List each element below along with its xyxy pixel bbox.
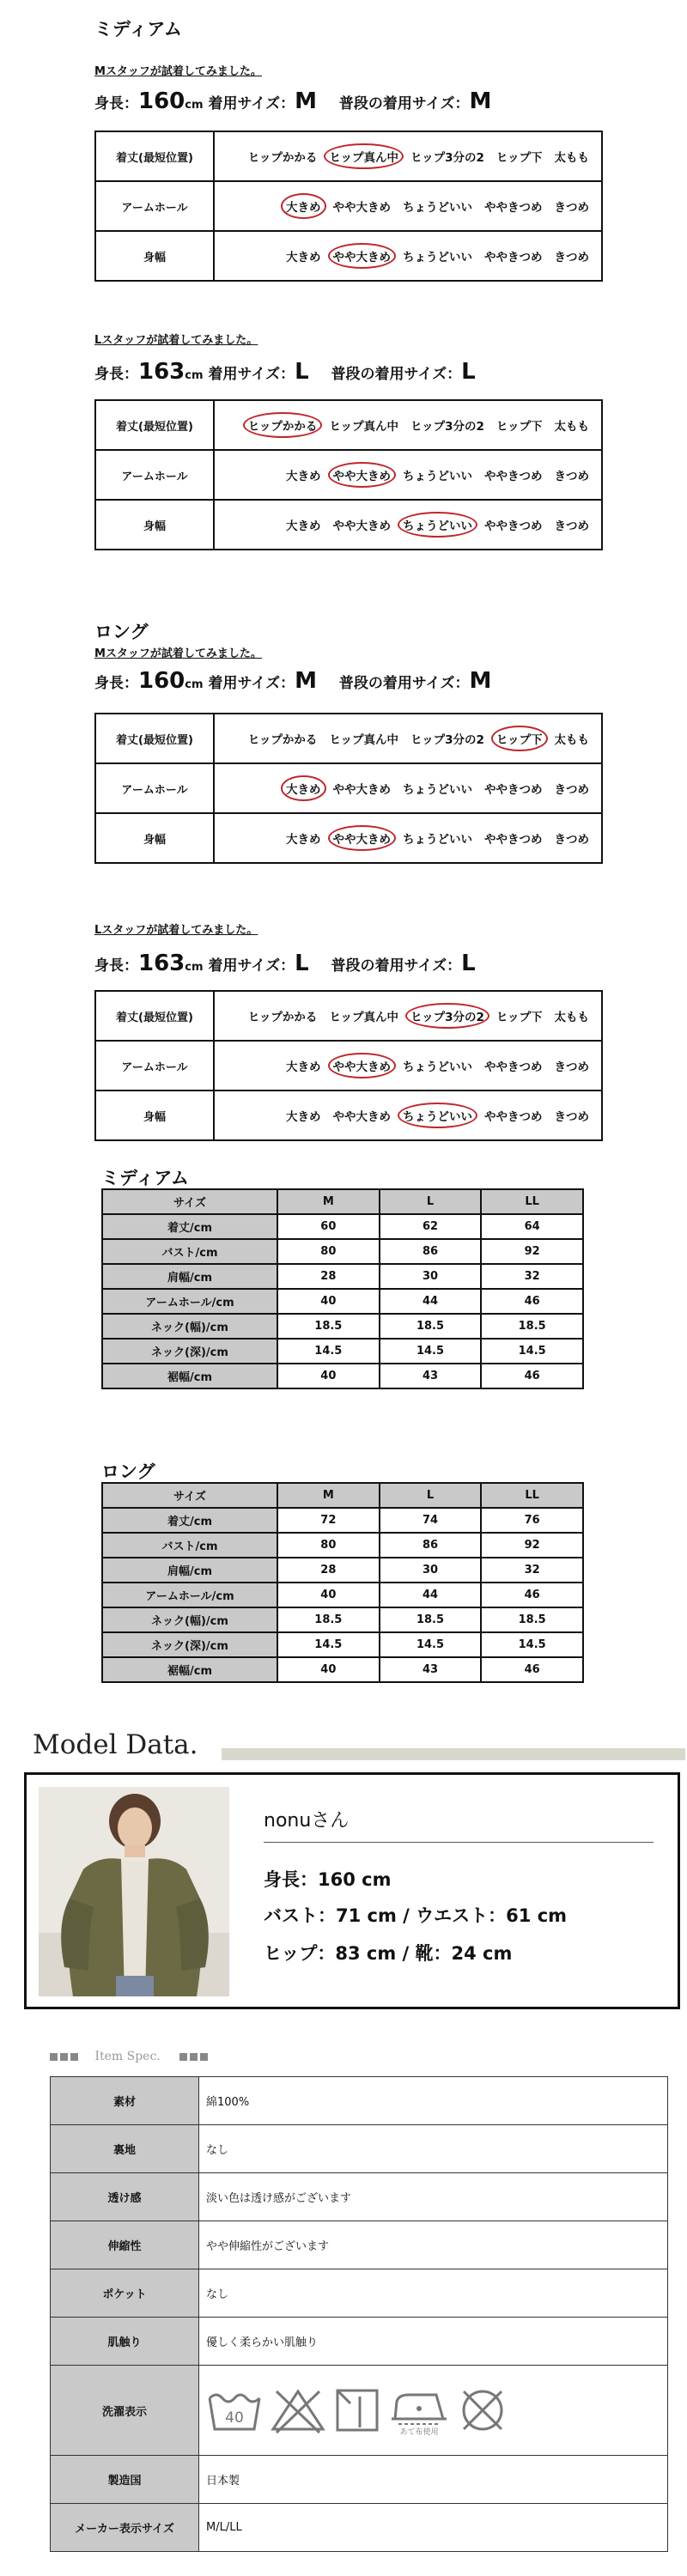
size-cell: 18.5 — [481, 1314, 583, 1339]
size-cell: 44 — [380, 1583, 482, 1607]
fit-table — [94, 713, 603, 864]
spec-row — [51, 2456, 668, 2504]
size-cell: 86 — [380, 1533, 482, 1558]
size-row — [102, 1607, 583, 1632]
model-name: nonuさん — [264, 1810, 350, 1832]
size-cell: 14.5 — [481, 1632, 583, 1657]
fit-option: ややきつめ — [484, 783, 543, 797]
size-cell: 62 — [380, 1214, 482, 1239]
fit-table — [94, 990, 603, 1141]
size-header-cell: M — [277, 1483, 380, 1508]
size-cell: 80 — [277, 1239, 380, 1264]
fit-option-selected: ヒップ真ん中 — [324, 143, 404, 169]
staff-measurements: 身長：160cm 着用サイズ：M 普段の着用サイズ：M — [94, 88, 492, 114]
fit-table — [94, 399, 603, 550]
size-cell: 92 — [481, 1533, 583, 1558]
fit-row-label: 着丈(最短位置) — [95, 991, 214, 1041]
fit-option-selected: ヒップ下 — [491, 726, 548, 751]
spec-row — [51, 2077, 668, 2125]
size-cell: 18.5 — [481, 1607, 583, 1632]
size-cell: 40 — [277, 1657, 380, 1682]
fit-option: ヒップ真ん中 — [329, 1011, 398, 1024]
size-row — [102, 1339, 583, 1364]
fit-row-label: 着丈(最短位置) — [95, 131, 214, 181]
staff-note: Mスタッフが試着してみました。 — [94, 65, 262, 78]
fit-row — [95, 400, 602, 450]
size-header-cell: L — [380, 1483, 482, 1508]
fit-row-label: アームホール — [95, 450, 214, 500]
fit-option: 太もも — [554, 420, 589, 434]
model-photo — [39, 1787, 229, 1996]
size-cell: 43 — [380, 1657, 482, 1682]
size-cell: 14.5 — [481, 1339, 583, 1364]
size-table-title: ミディアム — [101, 1168, 189, 1188]
fit-option: ややきつめ — [484, 519, 543, 533]
fit-option-selected: やや大きめ — [328, 243, 397, 269]
item-spec-table — [50, 2076, 668, 2552]
size-row — [102, 1214, 583, 1239]
fit-option: ヒップ3分の2 — [410, 151, 484, 165]
model-card — [24, 1772, 680, 2009]
fit-option: きつめ — [554, 1110, 589, 1124]
item-spec-header — [50, 2050, 210, 2065]
fit-option: きつめ — [554, 470, 589, 483]
fit-row — [95, 131, 602, 181]
heading-bar — [222, 1748, 685, 1760]
fit-row-label: 身幅 — [95, 813, 214, 863]
fit-option-selected: やや大きめ — [328, 1053, 397, 1078]
size-table-long — [101, 1482, 584, 1683]
fit-row — [95, 1091, 602, 1140]
fit-row — [95, 500, 602, 550]
fit-option-selected: ちょうどいい — [398, 1103, 477, 1128]
size-cell: 80 — [277, 1533, 380, 1558]
spec-value: なし — [199, 2269, 668, 2318]
size-header-cell: LL — [481, 1189, 583, 1214]
fit-guide-title: ロング — [94, 622, 149, 642]
size-cell: 28 — [277, 1264, 380, 1289]
size-row-label: 肩幅/cm — [102, 1558, 277, 1583]
size-cell: 46 — [481, 1657, 583, 1682]
fit-row — [95, 450, 602, 500]
size-row — [102, 1508, 583, 1533]
model-bust-waist: バスト：71 cm / ウエスト：61 cm — [264, 1905, 568, 1926]
fit-option: ヒップ3分の2 — [410, 733, 484, 747]
staff-note: Lスタッフが試着してみました。 — [94, 924, 258, 937]
size-header-row — [102, 1189, 583, 1214]
fit-option-selected: 大きめ — [281, 193, 326, 219]
size-row-label: 肩幅/cm — [102, 1264, 277, 1289]
spec-key: メーカー表示サイズ — [51, 2504, 199, 2552]
fit-row — [95, 181, 602, 231]
spec-key: 裏地 — [51, 2125, 199, 2173]
fit-option: ヒップ真ん中 — [329, 733, 398, 747]
size-cell: 43 — [380, 1364, 482, 1388]
fit-row-label: 着丈(最短位置) — [95, 714, 214, 763]
size-cell: 76 — [481, 1508, 583, 1533]
spec-value: M/L/LL — [199, 2504, 668, 2552]
spec-row — [51, 2269, 668, 2318]
fit-option-selected: ヒップかかる — [243, 412, 323, 438]
size-cell: 18.5 — [380, 1607, 482, 1632]
size-cell: 14.5 — [277, 1339, 380, 1364]
size-row-label: 裾幅/cm — [102, 1364, 277, 1388]
spec-key: 肌触り — [51, 2318, 199, 2366]
fit-row — [95, 714, 602, 763]
fit-option: ややきつめ — [484, 1060, 543, 1074]
fit-row-label: 身幅 — [95, 500, 214, 550]
spec-key: ポケット — [51, 2269, 199, 2318]
size-row — [102, 1289, 583, 1314]
svg-text:40: 40 — [225, 2409, 244, 2427]
svg-text:あて布使用: あて布使用 — [399, 2428, 439, 2436]
fit-option: きつめ — [554, 1060, 589, 1074]
size-row-label: アームホール/cm — [102, 1289, 277, 1314]
spec-value: 日本製 — [199, 2456, 668, 2504]
size-cell: 92 — [481, 1239, 583, 1264]
wash-40-icon — [206, 2386, 263, 2434]
size-row-label: バスト/cm — [102, 1533, 277, 1558]
fit-option: きつめ — [554, 833, 589, 847]
fit-option: ちょうどいい — [403, 833, 472, 847]
fit-option: 大きめ — [286, 519, 321, 533]
fit-option: ちょうどいい — [403, 783, 472, 797]
fit-option: ヒップ下 — [495, 151, 543, 165]
fit-row-label: 身幅 — [95, 231, 214, 281]
size-row — [102, 1314, 583, 1339]
size-row-label: バスト/cm — [102, 1239, 277, 1264]
fit-row-label: 身幅 — [95, 1091, 214, 1140]
spec-row — [51, 2504, 668, 2552]
size-cell: 18.5 — [380, 1314, 482, 1339]
size-row — [102, 1632, 583, 1657]
size-row-label: 裾幅/cm — [102, 1657, 277, 1682]
fit-option: やや大きめ — [332, 201, 391, 215]
model-hip-shoe: ヒップ：83 cm / 靴：24 cm — [264, 1943, 513, 1964]
size-cell: 46 — [481, 1583, 583, 1607]
fit-option: ややきつめ — [484, 470, 543, 483]
fit-option: ややきつめ — [484, 1110, 543, 1124]
fit-option: ちょうどいい — [403, 201, 472, 215]
model-photo-image — [39, 1787, 229, 1996]
spec-row — [51, 2221, 668, 2269]
staff-measurements: 身長：163cm 着用サイズ：L 普段の着用サイズ：L — [94, 951, 476, 976]
size-header-row — [102, 1483, 583, 1508]
fit-option: 大きめ — [286, 1110, 321, 1124]
fit-option: 大きめ — [286, 251, 321, 264]
size-header-cell: M — [277, 1189, 380, 1214]
fit-option: 太もも — [554, 1011, 589, 1024]
fit-option: 大きめ — [286, 833, 321, 847]
fit-option: やや大きめ — [332, 519, 391, 533]
size-row-label: ネック(幅)/cm — [102, 1607, 277, 1632]
no-dry-clean-icon — [457, 2386, 508, 2434]
fit-option: 大きめ — [286, 470, 321, 483]
spec-key: 伸縮性 — [51, 2221, 199, 2269]
fit-option-selected: やや大きめ — [328, 462, 397, 488]
fit-option: ちょうどいい — [403, 251, 472, 264]
fit-option: ちょうどいい — [403, 1060, 472, 1074]
fit-guide-title: ミディアム — [94, 19, 182, 39]
spec-value: 淡い色は透け感がございます — [199, 2173, 668, 2221]
size-cell: 32 — [481, 1558, 583, 1583]
fit-row — [95, 813, 602, 863]
spec-key: 製造国 — [51, 2456, 199, 2504]
divider — [264, 1842, 654, 1843]
spec-row — [51, 2125, 668, 2173]
size-cell: 32 — [481, 1264, 583, 1289]
fit-option: ややきつめ — [484, 251, 543, 264]
size-cell: 28 — [277, 1558, 380, 1583]
model-height: 身長：160 cm — [264, 1869, 392, 1890]
size-cell: 40 — [277, 1289, 380, 1314]
line-dry-shade-icon — [333, 2386, 381, 2434]
spec-row — [51, 2366, 668, 2456]
model-data-heading: Model Data. — [33, 1729, 198, 1760]
size-row-label: ネック(深)/cm — [102, 1339, 277, 1364]
fit-option: ちょうどいい — [403, 470, 472, 483]
size-cell: 86 — [380, 1239, 482, 1264]
size-header-cell: LL — [481, 1483, 583, 1508]
care-label-icons — [199, 2366, 668, 2456]
spec-key: 透け感 — [51, 2173, 199, 2221]
size-row-label: 着丈/cm — [102, 1214, 277, 1239]
spec-key: 洗濯表示 — [51, 2366, 199, 2456]
fit-option: きつめ — [554, 251, 589, 264]
size-row-label: ネック(幅)/cm — [102, 1314, 277, 1339]
fit-row-label: アームホール — [95, 763, 214, 813]
size-table-title: ロング — [101, 1461, 155, 1482]
staff-measurements: 身長：160cm 着用サイズ：M 普段の着用サイズ：M — [94, 668, 492, 694]
fit-option: やや大きめ — [332, 783, 391, 797]
size-cell: 18.5 — [277, 1607, 380, 1632]
fit-option: ヒップかかる — [247, 733, 318, 747]
fit-option: ややきつめ — [484, 833, 543, 847]
size-cell: 44 — [380, 1289, 482, 1314]
fit-option: ヒップかかる — [247, 1011, 318, 1024]
size-cell: 14.5 — [277, 1632, 380, 1657]
spec-key: 素材 — [51, 2077, 199, 2125]
fit-option-selected: 大きめ — [281, 775, 326, 801]
spec-row — [51, 2173, 668, 2221]
model-data-header — [24, 1729, 685, 1760]
size-cell: 72 — [277, 1508, 380, 1533]
size-row-label: アームホール/cm — [102, 1583, 277, 1607]
fit-option: ヒップ下 — [495, 1011, 543, 1024]
size-header-cell: サイズ — [102, 1189, 277, 1214]
size-cell: 46 — [481, 1289, 583, 1314]
size-cell: 60 — [277, 1214, 380, 1239]
size-row — [102, 1264, 583, 1289]
iron-low-icon — [388, 2385, 450, 2436]
size-row — [102, 1364, 583, 1388]
fit-row-label: 着丈(最短位置) — [95, 400, 214, 450]
fit-row — [95, 991, 602, 1041]
fit-option: きつめ — [554, 783, 589, 797]
size-header-cell: サイズ — [102, 1483, 277, 1508]
fit-option: 太もも — [554, 151, 589, 165]
no-bleach-icon — [270, 2386, 326, 2434]
fit-option: 大きめ — [286, 1060, 321, 1074]
size-row — [102, 1239, 583, 1264]
size-row — [102, 1558, 583, 1583]
size-table-medium — [101, 1188, 584, 1389]
fit-option: やや大きめ — [332, 1110, 391, 1124]
size-cell: 18.5 — [277, 1314, 380, 1339]
size-cell: 64 — [481, 1214, 583, 1239]
fit-option-selected: やや大きめ — [328, 825, 397, 851]
fit-option-selected: ヒップ3分の2 — [405, 1003, 489, 1029]
fit-option: きつめ — [554, 519, 589, 533]
spec-value: なし — [199, 2125, 668, 2173]
size-cell: 74 — [380, 1508, 482, 1533]
fit-row-label: アームホール — [95, 181, 214, 231]
size-header-cell: L — [380, 1189, 482, 1214]
size-cell: 14.5 — [380, 1339, 482, 1364]
staff-note: Lスタッフが試着してみました。 — [94, 334, 258, 347]
fit-option: きつめ — [554, 201, 589, 215]
fit-option: ヒップ3分の2 — [410, 420, 484, 434]
staff-measurements: 身長：163cm 着用サイズ：L 普段の着用サイズ：L — [94, 359, 476, 385]
size-row — [102, 1583, 583, 1607]
size-row-label: 着丈/cm — [102, 1508, 277, 1533]
fit-row-label: アームホール — [95, 1041, 214, 1091]
size-cell: 30 — [380, 1264, 482, 1289]
spec-value: 優しく柔らかい肌触り — [199, 2318, 668, 2366]
spec-value: やや伸縮性がございます — [199, 2221, 668, 2269]
staff-note: Mスタッフが試着してみました。 — [94, 647, 262, 660]
size-row-label: ネック(深)/cm — [102, 1632, 277, 1657]
fit-row — [95, 231, 602, 281]
size-row — [102, 1533, 583, 1558]
size-cell: 40 — [277, 1364, 380, 1388]
fit-option: ヒップ真ん中 — [329, 420, 398, 434]
size-cell: 14.5 — [380, 1632, 482, 1657]
fit-option: ややきつめ — [484, 201, 543, 215]
fit-option-selected: ちょうどいい — [398, 512, 477, 538]
fit-option: ヒップかかる — [247, 151, 318, 165]
spec-row — [51, 2318, 668, 2366]
size-row — [102, 1657, 583, 1682]
size-cell: 40 — [277, 1583, 380, 1607]
item-spec-heading: Item Spec. — [94, 2050, 161, 2063]
fit-row — [95, 1041, 602, 1091]
fit-option: ヒップ下 — [495, 420, 543, 434]
fit-table — [94, 131, 603, 282]
spec-value: 綿100% — [199, 2077, 668, 2125]
fit-option: 太もも — [554, 733, 589, 747]
size-cell: 30 — [380, 1558, 482, 1583]
fit-row — [95, 763, 602, 813]
size-cell: 46 — [481, 1364, 583, 1388]
